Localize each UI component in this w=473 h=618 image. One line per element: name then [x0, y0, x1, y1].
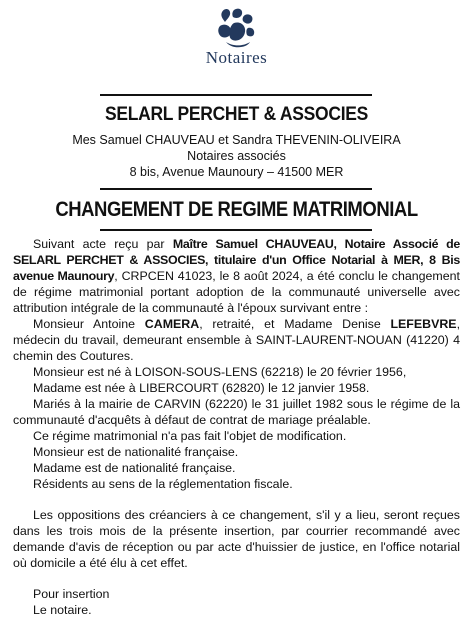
wife-surname: LEFEBVRE [390, 317, 457, 331]
paragraph-spouses: Monsieur Antoine CAMERA, retraité, et Madame Denise LEFEBVRE, médecin du travail, demeurant ensemble à SAINT-LAURENT-NOUAN (41220) 4 chemin des Coutures. [13, 317, 461, 363]
paragraph-regime: Ce régime matrimonial n'a pas fait l'objet de modification. [33, 429, 347, 443]
address-line: 8 bis, Avenue Maunoury – 41500 MER [129, 165, 344, 179]
paragraph-act: Suivant acte reçu par Maître Samuel CHAUVEAU, Notaire Associé de SELARL PERCHET & ASSOCIES, titulaire d'un Office Notarial à MER, 8 Bis avenue Maunoury, CRPCEN 41023, le 8 août 2024, a été conclu le changement de régime matrimonial portant adoption de la communauté universelle avec attribution intégrale de la communauté à l'époux survivant entre : [13, 237, 460, 315]
paragraph-marriage: Mariés à la mairie de CARVIN (62220) le 31 juillet 1982 sous le régime de la communauté d'acquêts à défaut de contrat de mariage préalable. [13, 397, 460, 427]
paragraph-wife-birth: Madame est née à LIBERCOURT (62820) le 12 janvier 1958. [33, 381, 370, 395]
paragraph-husband-birth: Monsieur est né à LOISON-SOUS-LENS (62218) le 20 février 1956, [33, 365, 407, 379]
notice-body [13, 236, 460, 618]
divider-bottom [100, 229, 372, 231]
paragraph-husband-nationality: Monsieur est de nationalité française. [33, 445, 239, 459]
partners-line: Mes Samuel CHAUVEAU et Sandra THEVENIN-OLIVEIRA [72, 133, 401, 147]
divider-top [100, 94, 372, 96]
paragraph-oppositions: Les oppositions des créanciers à ce changement, s'il y a lieu, seront reçues dans les trois mois de la présente insertion, par courrier recommandé avec demande d'avis de réception ou par acte d'huissier de justice, en l'office notarial où domicile a été élu à cet effet. [13, 508, 460, 570]
firm-name: SELARL PERCHET & ASSOCIES [104, 104, 369, 125]
paragraph-wife-nationality: Madame est de nationalité française. [33, 461, 236, 475]
role-line: Notaires associés [187, 149, 286, 163]
logo-wordmark: Notaires [205, 48, 268, 67]
notary-name: Maître Samuel CHAUVEAU, Notaire Associé de SELARL PERCHET & ASSOCIES, titulaire d'un Office Notarial à MER, 8 Bis avenue Maunoury [13, 237, 460, 283]
notice-title: CHANGEMENT DE REGIME MATRIMONIAL [55, 198, 418, 221]
signature-notary: Le notaire. [33, 603, 92, 617]
husband-surname: CAMERA [144, 317, 200, 331]
notaires-emblem-icon [214, 6, 260, 50]
firm-details [0, 132, 473, 180]
divider-middle [100, 188, 372, 190]
paragraph-residence: Résidents au sens de la réglementation fiscale. [33, 477, 293, 491]
notaires-logo [0, 6, 473, 68]
signature-insertion: Pour insertion [33, 587, 110, 601]
